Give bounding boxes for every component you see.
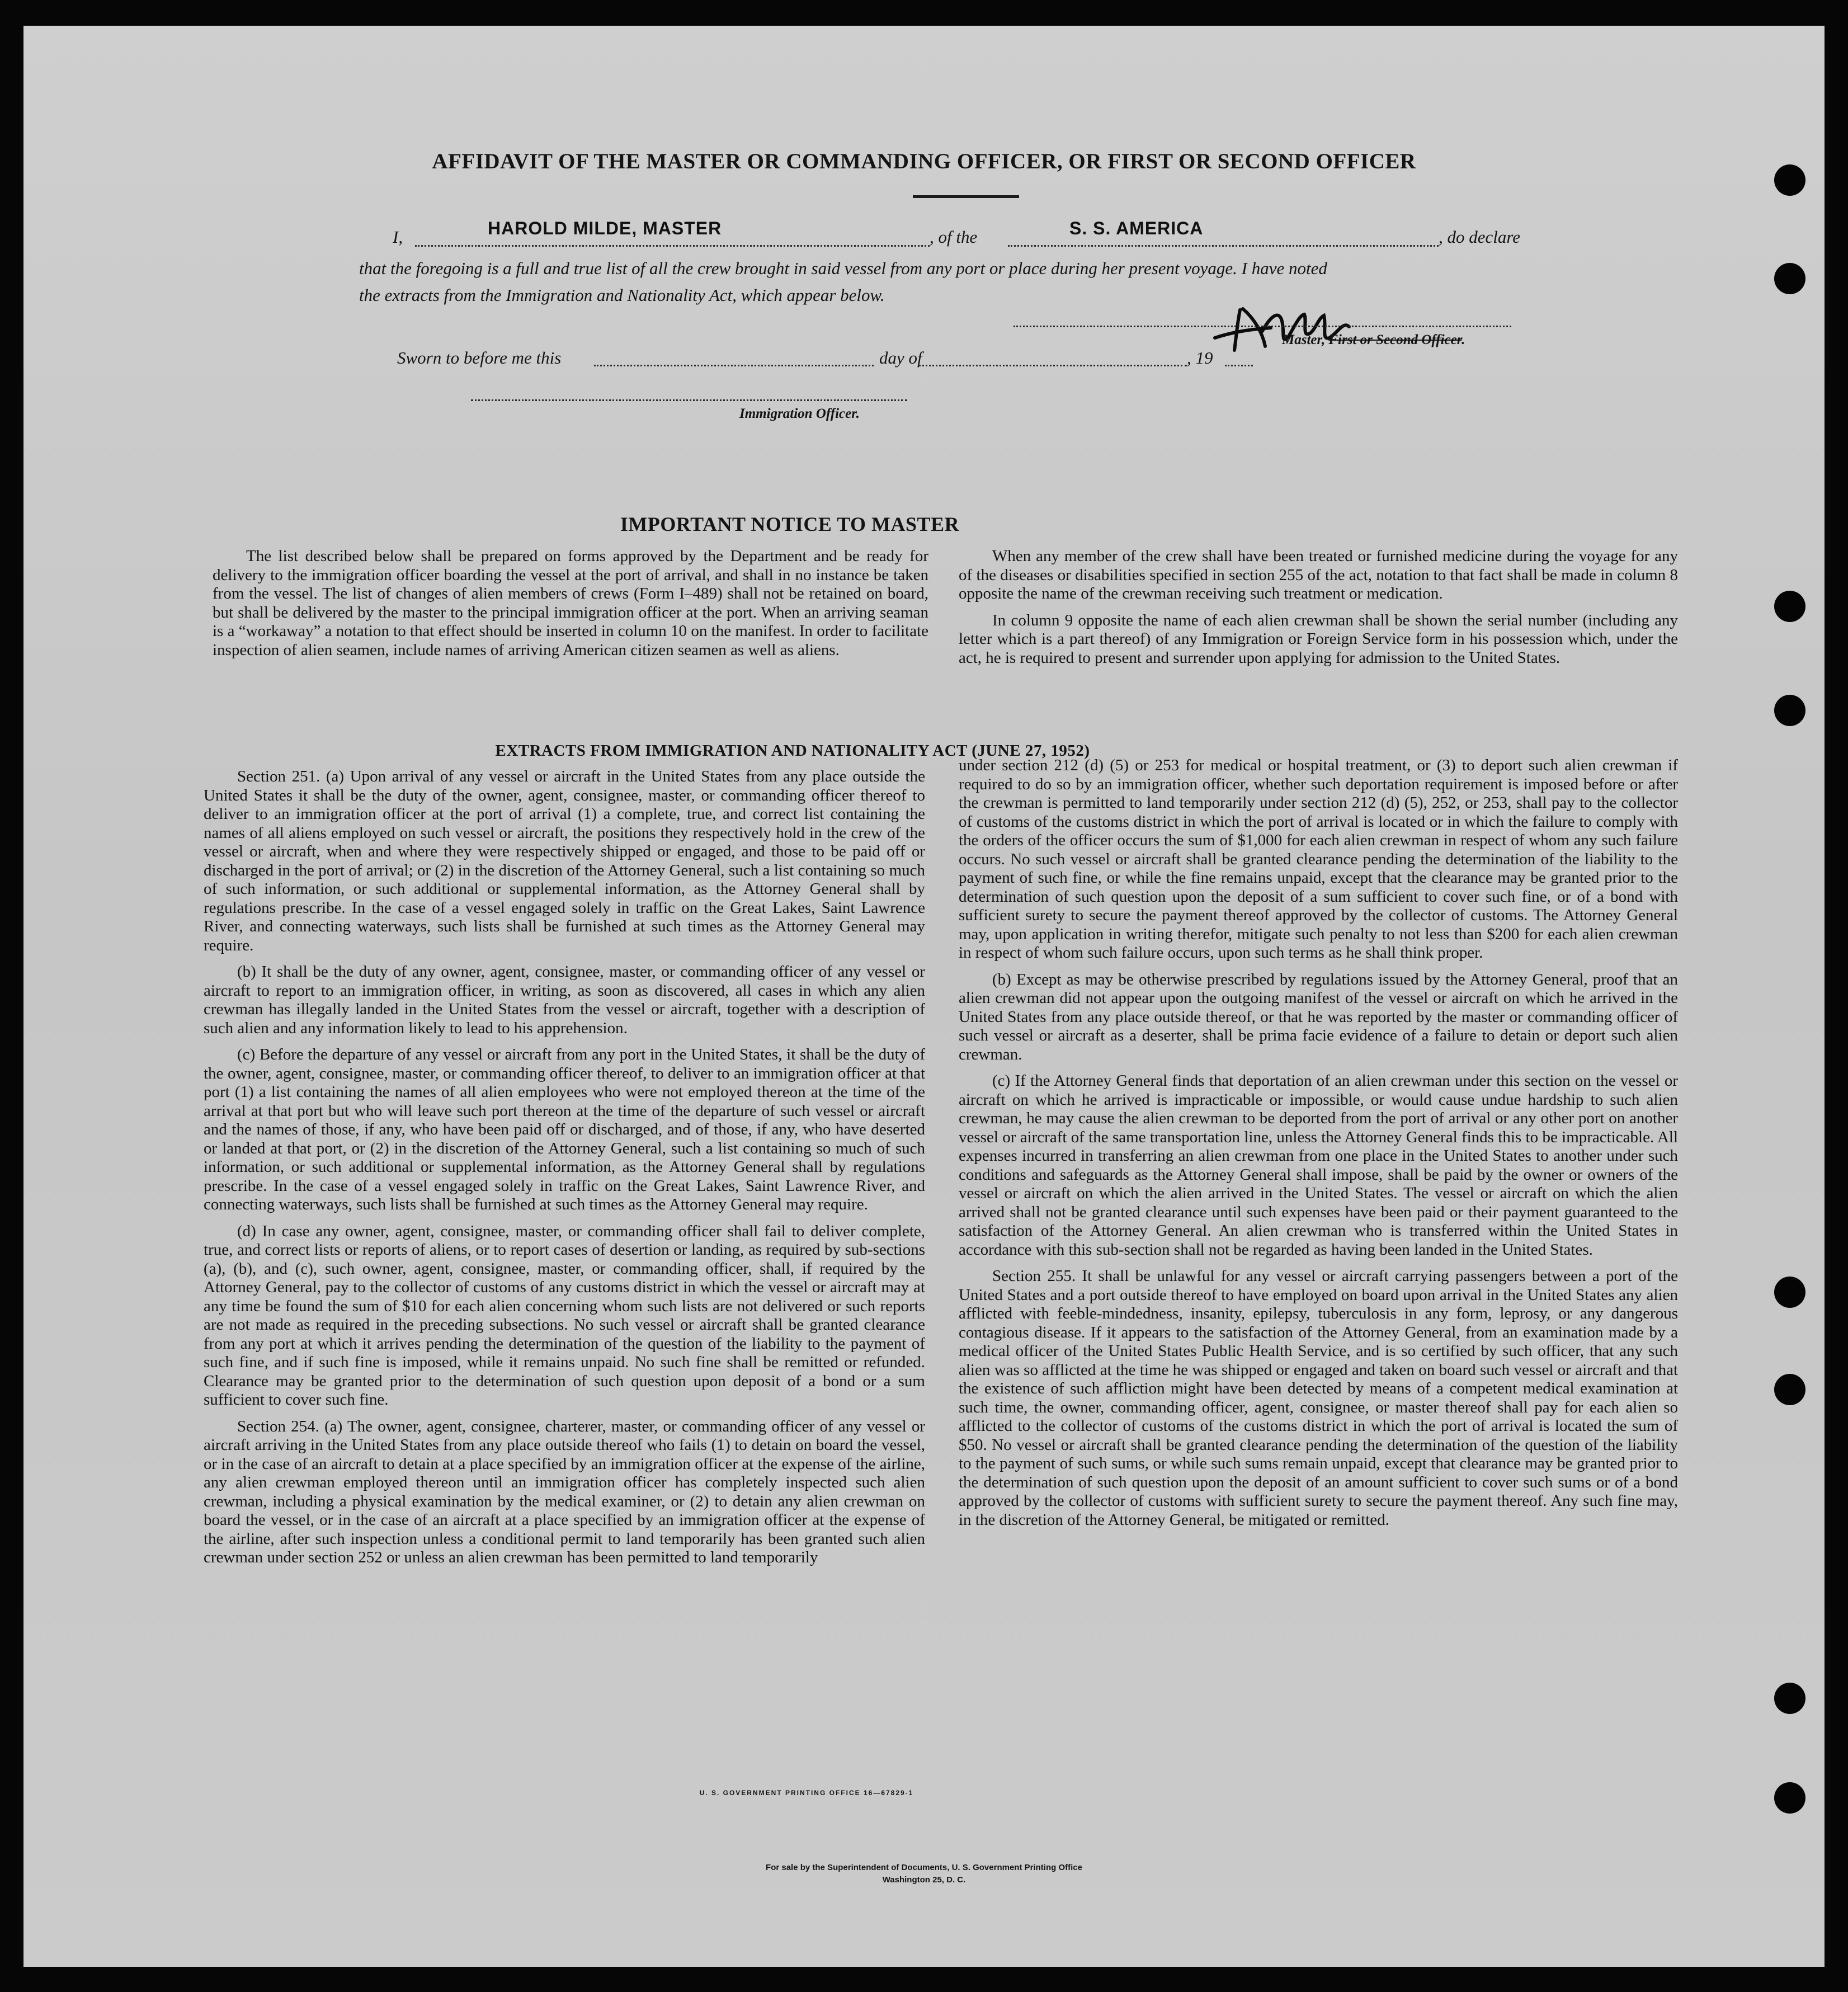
notice-right-column [959,547,1678,667]
master-name-field[interactable]: HAROLD MILDE, MASTER [488,218,722,238]
punch-hole-icon [1774,1374,1805,1405]
printing-office-imprint: U. S. GOVERNMENT PRINTING OFFICE 16—67829-1 [699,1789,914,1797]
sworn-day-line[interactable] [594,365,874,366]
act-paragraph: (b) It shall be the duty of any owner, agent, consignee, master, or commanding officer of any vessel or aircraft to report to an immigration officer, in writing, as soon as discovered, all cases in which any alien crewman has illegally landed in the United States from the vessel or aircraft, together with a description of such alien and any information likely to lead to his apprehension. [204,963,925,1037]
signer-title-master: Master, [1282,332,1329,347]
of-the-label: , of the [930,227,978,247]
sworn-month-line[interactable] [918,365,1187,366]
notice-paragraph: In column 9 opposite the name of each alien crewman shall be shown the serial number (including any letter which is a part thereof) of any Immigration or Foreign Service form in his possession which, under the act, he is required to present and surrender upon applying for admission to the United States. [959,611,1678,667]
statement-line-2: the extracts from the Immigration and Nationality Act, which appear below. [359,285,885,305]
sale-line-1: For sale by the Superintendent of Documents, U. S. Government Printing Office [766,1863,1082,1872]
punch-hole-icon [1774,1683,1805,1714]
notice-title: IMPORTANT NOTICE TO MASTER [620,513,960,535]
signer-title-period: . [1462,332,1465,347]
punch-hole-icon [1774,1277,1805,1308]
sale-line-2: Washington 25, D. C. [882,1875,966,1885]
title-divider [913,195,1019,198]
form-sheet [23,26,1825,1967]
sale-notice [23,1862,1825,1886]
sworn-label: Sworn to before me this [397,348,562,368]
extracts-title: EXTRACTS FROM IMMIGRATION AND NATIONALITY ACT (JUNE 27, 1952) [495,742,1090,760]
immigration-officer-line[interactable] [471,399,907,401]
immigration-officer-label: Immigration Officer. [739,406,860,421]
do-declare-label: , do declare [1439,227,1521,247]
act-paragraph: (b) Except as may be otherwise prescribed by regulations issued by the Attorney General, proof that an alien crewman did not appear upon the outgoing manifest of the vessel or aircraft on which he arrived in the United States from any place outside thereof, or that he was reported by the master or commanding officer of such vessel or aircraft as a deserter, shall be prima facie evidence of a failure to detain or deport such alien crewman. [959,970,1678,1063]
i-label: I, [393,227,403,247]
day-of-label: day of [879,348,922,368]
affidavit-title: AFFIDAVIT OF THE MASTER OR COMMANDING OFFICER, OR FIRST OR SECOND OFFICER [432,149,1416,173]
punch-hole-icon [1774,695,1805,726]
statement-line-1: that the foregoing is a full and true list of all the crew brought in said vessel from any port or place during her present voyage. I have noted [359,258,1327,278]
vessel-name-field[interactable]: S. S. AMERICA [1069,218,1204,238]
signer-title-struck: First or Second Officer [1328,332,1462,347]
extracts-right-column [959,756,1678,1529]
act-paragraph: (d) In case any owner, agent, consignee, master, or commanding officer shall fail to deliver complete, true, and correct lists or reports of aliens, or to report cases of desertion or landing, as required by sub-sections (a), (b), and (c), such owner, agent, consignee, master, or commanding officer, shall, if required by the Attorney General, pay to the collector of customs of any customs district in which the vessel or aircraft may at any time be found the sum of $10 for each alien concerning whom such lists are not delivered or such reports are not made as required in the preceding subsections. No such vessel or aircraft shall be granted clearance from any port at which it arrives pending the determination of the question of the liability to the payment of such fine, and if such fine is imposed, while it remains unpaid. No such fine shall be remitted or refunded. Clearance may be granted prior to the determination of such question upon deposit of a bond or a sum sufficient to cover such fine. [204,1222,925,1409]
punch-hole-icon [1774,1782,1805,1814]
act-paragraph: Section 255. It shall be unlawful for any vessel or aircraft carrying passengers between a port of the United States and a port outside thereof to have employed on board upon arrival in the United States any alien afflicted with feeble-mindedness, insanity, epilepsy, tuberculosis in any form, leprosy, or any dangerous contagious disease. If it appears to the satisfaction of the Attorney General, from an examination made by a medical officer of the United States Public Health Service, and is so certified by such officer, that any such alien was so afflicted at the time he was shipped or engaged and taken on board such vessel or aircraft and that the existence of such affliction might have been detected by means of a competent medical examination at such time, the owner, commanding officer, agent, consignee, or master thereof shall pay for each alien so afflicted to the collector of customs of the customs district in which the port of arrival is located the sum of $50. No vessel or aircraft shall be granted clearance pending the determination of the question of the liability to the payment of such sums, or while such sums remain unpaid, except that clearance may be granted prior to the determination of such question upon the deposit of an amount sufficient to cover such sums or of a bond approved by the collector of customs with sufficient surety to secure the payment thereof. Any such fine may, in the discretion of the Attorney General, be mitigated or remitted. [959,1267,1678,1529]
signature-line [1013,326,1511,327]
act-paragraph: Section 251. (a) Upon arrival of any vessel or aircraft in the United States from any place outside the United States it shall be the duty of the owner, agent, consignee, master, or commanding officer thereof to deliver to an immigration officer at the port of arrival (1) a complete, true, and correct list containing the names of all aliens employed on such vessel or aircraft, the positions they respectively hold in the crew of the vessel or aircraft, when and where they were respectively shipped or engaged, and those to be paid off or discharged in the port of arrival; or (2) in the discretion of the Attorney General, such a list containing so much of such information, or such additional or supplemental information, as the Attorney General shall by regulations prescribe. In the case of a vessel engaged solely in traffic on the Great Lakes, Saint Lawrence River, and connecting waterways, such lists shall be furnished at such times as the Attorney General may require. [204,767,925,954]
act-paragraph: (c) If the Attorney General finds that deportation of an alien crewman under this section on the vessel or aircraft on which he arrived is impracticable or impossible, or would cause undue hardship to such alien crewman, he may cause the alien crewman to be deported from the port of arrival or any other port on another vessel or aircraft of the same transportation line, unless the Attorney General finds this to be impracticable. All expenses incurred in transferring an alien crewman from one place in the United States to another under such conditions and safeguards as the Attorney General shall impose, shall be paid by the owner or owners of the vessel or aircraft on which the alien arrived in the United States. The vessel or aircraft on which the alien arrived shall not be granted clearance until such expenses have been paid or their payment guaranteed to the satisfaction of the Attorney General. An alien crewman who is transferred within the United States in accordance with this sub-section shall not be regarded as having been landed in the United States. [959,1072,1678,1259]
punch-hole-icon [1774,591,1805,622]
sworn-year-line[interactable] [1225,365,1253,366]
act-paragraph: Section 254. (a) The owner, agent, consignee, charterer, master, or commanding officer of any vessel or aircraft arriving in the United States from any place outside thereof who fails (1) to detain on board the vessel, or in the case of an aircraft to detain at a place specified by an immigration officer at the expense of the airline, any alien crewman employed thereon until an immigration officer has completely inspected such alien crewman, including a physical examination by the medical examiner, or (2) to detain any alien crewman on board the vessel, or in the case of an aircraft at a place specified by an immigration officer at the expense of the airline, after such inspection unless a conditional permit to land temporarily has been granted such alien crewman under section 252 or unless an alien crewman has been permitted to land temporarily [204,1417,925,1566]
affidavit-statement [359,255,1567,309]
act-paragraph: under section 212 (d) (5) or 253 for medical or hospital treatment, or (3) to deport such alien crewman if required to do so by an immigration officer, whether such deportation requirement is imposed before or after the crewman is permitted to land temporarily under section 212 (d) (5), 252, or 253, shall pay to the collector of customs of the customs district in which the port of arrival is located or in which the failure to comply with the orders of the officer occurs the sum of $1,000 for each alien crewman in respect of whom any such failure occurs. No such vessel or aircraft shall be granted clearance pending the determination of the liability to the payment of such fine, or while the fine remains unpaid, except that the clearance may be granted prior to the determination of such question upon the deposit of a sum sufficient to cover such fine, or of a bond with sufficient surety to secure the payment thereof approved by the collector of customs. The Attorney General may, upon application in writing therefor, mitigate such penalty to not less than $200 for each alien crewman in respect of whom such failure occurs, upon such terms as he shall think proper. [959,756,1678,962]
act-paragraph: (c) Before the departure of any vessel or aircraft from any port in the United States, it shall be the duty of the owner, agent, consignee, master, or commanding officer thereof, to deliver to an immigration officer at that port (1) a list containing the names of all alien employees who were not employed thereon at the time of the arrival at that port but who will leave such port thereon at the time of the departure of such vessel or aircraft and the names of those, if any, who have been paid off or discharged, and of those, if any, who have deserted or landed at that port, or (2) in the discretion of the Attorney General, such a list containing so much of such information, or such additional or supplemental information, as the Attorney General shall by regulations prescribe. In the case of a vessel engaged solely in traffic on the Great Lakes, Saint Lawrence River, and connecting waterways, such lists shall be furnished at such times as the Attorney General may require. [204,1046,925,1213]
vessel-field-line [1008,245,1439,247]
year-label: , 19 [1187,348,1213,368]
signer-title [1282,332,1465,348]
punch-hole-icon [1774,263,1805,294]
name-field-line [415,245,930,247]
master-signature [1209,299,1371,360]
notice-left-column [213,547,928,660]
notice-paragraph: The list described below shall be prepared on forms approved by the Department and be ready for delivery to the immigration officer boarding the vessel at the port of arrival, and shall in no instance be taken from the vessel. The list of changes of alien members of crews (Form I–489) shall not be retained on board, but shall be delivered by the master to the principal immigration officer at the port. When an arriving seaman is a “workaway” a notation to that effect should be inserted in column 10 on the manifest. In order to facilitate inspection of alien seamen, include names of arriving American citizen seamen as well as aliens. [213,547,928,659]
notice-paragraph: When any member of the crew shall have been treated or furnished medicine during the voyage for any of the diseases or disabilities specified in section 255 of the act, notation to that fact shall be made in column 8 opposite the name of the crewman receiving such treatment or medication. [959,547,1678,602]
extracts-left-column [204,767,925,1567]
